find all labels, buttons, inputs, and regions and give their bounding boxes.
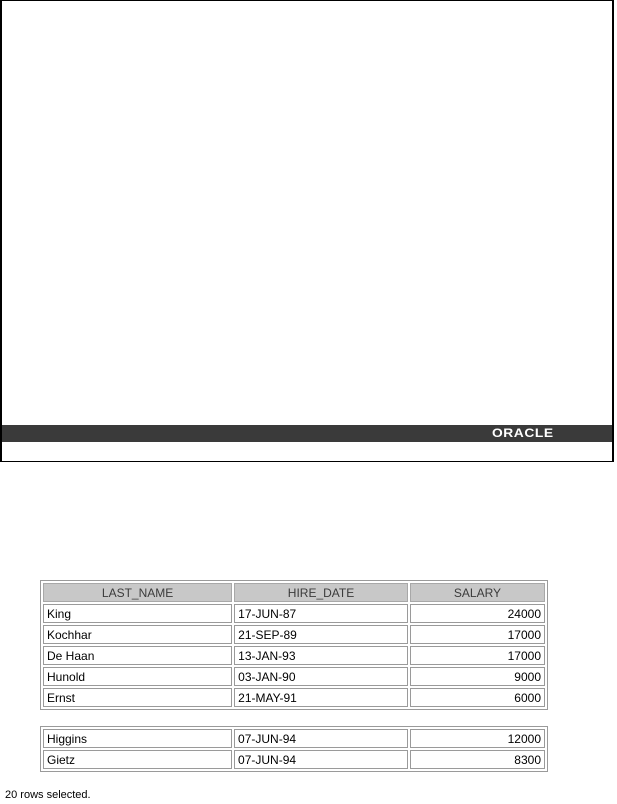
table-row (43, 625, 545, 644)
query-result-table-continued (40, 726, 548, 772)
cell-hire-date: 21-MAY-91 (234, 688, 408, 707)
cell-hire-date: 21-SEP-89 (234, 625, 408, 644)
cell-salary: 17000 (410, 646, 545, 665)
cell-last-name: Gietz (43, 750, 232, 769)
table-row (43, 667, 545, 686)
cell-salary: 17000 (410, 625, 545, 644)
cell-salary: 6000 (410, 688, 545, 707)
query-result-table (40, 580, 548, 710)
column-header-hire-date: HIRE_DATE (234, 583, 408, 602)
table-row (43, 750, 545, 769)
cell-last-name: De Haan (43, 646, 232, 665)
cell-salary: 24000 (410, 604, 545, 623)
cell-salary: 9000 (410, 667, 545, 686)
table-row (43, 604, 545, 623)
table-header-row (43, 583, 545, 602)
cell-hire-date: 07-JUN-94 (234, 750, 408, 769)
cell-last-name: Hunold (43, 667, 232, 686)
cell-last-name: Higgins (43, 729, 232, 748)
cell-last-name: King (43, 604, 232, 623)
cell-salary: 12000 (410, 729, 545, 748)
table-row (43, 688, 545, 707)
rows-selected-status: 20 rows selected. (5, 789, 91, 801)
table-row (43, 729, 545, 748)
cell-last-name: Ernst (43, 688, 232, 707)
table-row (43, 646, 545, 665)
slide-footer-bar (2, 425, 612, 442)
cell-salary: 8300 (410, 750, 545, 769)
oracle-logo: ORACLE (492, 426, 554, 440)
cell-hire-date: 07-JUN-94 (234, 729, 408, 748)
column-header-salary: SALARY (410, 583, 545, 602)
cell-hire-date: 03-JAN-90 (234, 667, 408, 686)
cell-hire-date: 13-JAN-93 (234, 646, 408, 665)
cell-hire-date: 17-JUN-87 (234, 604, 408, 623)
cell-last-name: Kochhar (43, 625, 232, 644)
column-header-last-name: LAST_NAME (43, 583, 232, 602)
